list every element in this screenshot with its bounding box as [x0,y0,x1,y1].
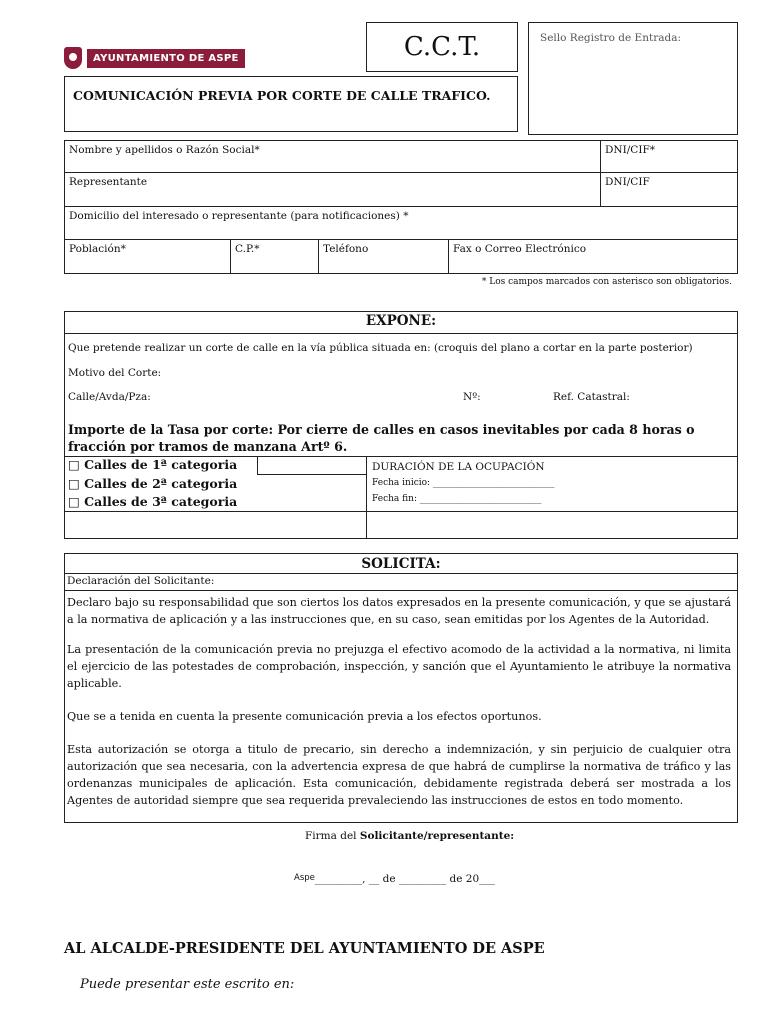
signature-bold: Solicitante/representante: [359,830,515,842]
form-code: C.C.T. [403,32,481,62]
start-date-field[interactable]: Fecha inicio: ___________________________ [372,478,555,488]
address-field[interactable]: Domicilio del interesado o representante (para notificaciones) * [69,210,409,222]
declaration-paragraph-1: Declaro bajo su responsabilidad que son ciertos los datos expresados en la presente comunicación, y que se ajustará a la normativa de aplicación y a las instrucciones que, en su caso, sean emitidas por los Agentes de la Autoridad. [67,596,731,626]
form-code-box [366,22,518,72]
title-box [64,76,518,132]
dni-field[interactable]: DNI/CIF* [605,144,656,156]
logo-text: AYUNTAMIENTO DE ASPE [87,49,245,68]
solicita-heading: SOLICITA: [361,556,441,572]
duration-label: DURACIÓN DE LA OCUPACIÓN [372,461,545,473]
cadastral-field[interactable]: Ref. Catastral: [553,391,630,403]
street-field[interactable]: Calle/Avda/Pza: [68,391,151,403]
expone-heading: EXPONE: [365,313,437,329]
number-field[interactable]: Nº: [463,391,481,403]
signature-label [305,830,514,842]
category-2-checkbox[interactable]: □ Calles de 2ª categoria [68,476,238,491]
place-label: Aspe [294,873,315,883]
declaration-label: Declaración del Solicitante: [67,575,215,587]
end-date-field[interactable]: Fecha fin: ___________________________ [372,494,542,504]
form-title: COMUNICACIÓN PREVIA POR CORTE DE CALLE TRAFICO. [73,88,491,103]
required-note: * Los campos marcados con asterisco son obligatorios. [481,277,732,287]
fax-email-field[interactable]: Fax o Correo Electrónico [453,243,587,255]
signature-prefix: Firma del [305,830,360,842]
postal-code-field[interactable]: C.P.* [235,243,260,255]
category-value-box[interactable] [257,456,367,475]
declaration-paragraph-4: Esta autorización se otorga a titulo de precario, sin derecho a indemnización, y sin perjuicio de cualquier otra autorización que sea necesaria, con la advertencia expresa de que habrá de cumplirse la normativa de tráfico y las ordenanzas municipales de aplicación. Esta comunicación, debidamente registrada deberá ser mostrada a los Agentes de autoridad siempre que sea requerida prevaleciendo las instrucciones de estos en todo momento. [67,743,731,807]
registry-stamp-label: Sello Registro de Entrada: [540,32,681,44]
tax-title: Importe de la Tasa por corte: Por cierre de calles en casos inevitables por cada 8 horas o fracción por tramos de manzana Artº 6. [68,422,695,454]
representative-dni-field[interactable]: DNI/CIF [605,176,650,188]
motivo-field[interactable]: Motivo del Corte: [68,367,162,379]
phone-field[interactable]: Teléfono [323,243,369,255]
coat-of-arms-icon [64,47,82,69]
declaration-paragraph-2: La presentación de la comunicación previa no prejuzga el efectivo acomodo de la actividad a la normativa, ni limita el ejercicio de las potestades de comprobación, inspección, y sanción que el Ayuntamiento le atribuye la normativa aplicable. [67,643,731,690]
location-description: Que pretende realizar un corte de calle en la vía pública situada en: (croquis del plano a cortar en la parte posterior) [68,342,693,354]
presentation-note: Puede presentar este escrito en: [80,977,295,992]
registry-stamp-box [528,22,738,135]
date-blanks: _________, __ de _________ de 20___ [314,873,495,885]
category-3-checkbox[interactable]: □ Calles de 3ª categoria [68,494,238,509]
place-date-line[interactable] [294,873,495,885]
addressee: AL ALCALDE-PRESIDENTE DEL AYUNTAMIENTO DE ASPE [64,940,545,957]
name-field[interactable]: Nombre y apellidos o Razón Social* [69,144,260,156]
representative-field[interactable]: Representante [69,176,148,188]
municipal-logo [64,47,245,69]
category-1-checkbox[interactable]: □ Calles de 1ª categoria [68,457,238,472]
town-field[interactable]: Población* [69,243,126,255]
declaration-paragraph-3: Que se a tenida en cuenta la presente comunicación previa a los efectos oportunos. [67,710,542,723]
